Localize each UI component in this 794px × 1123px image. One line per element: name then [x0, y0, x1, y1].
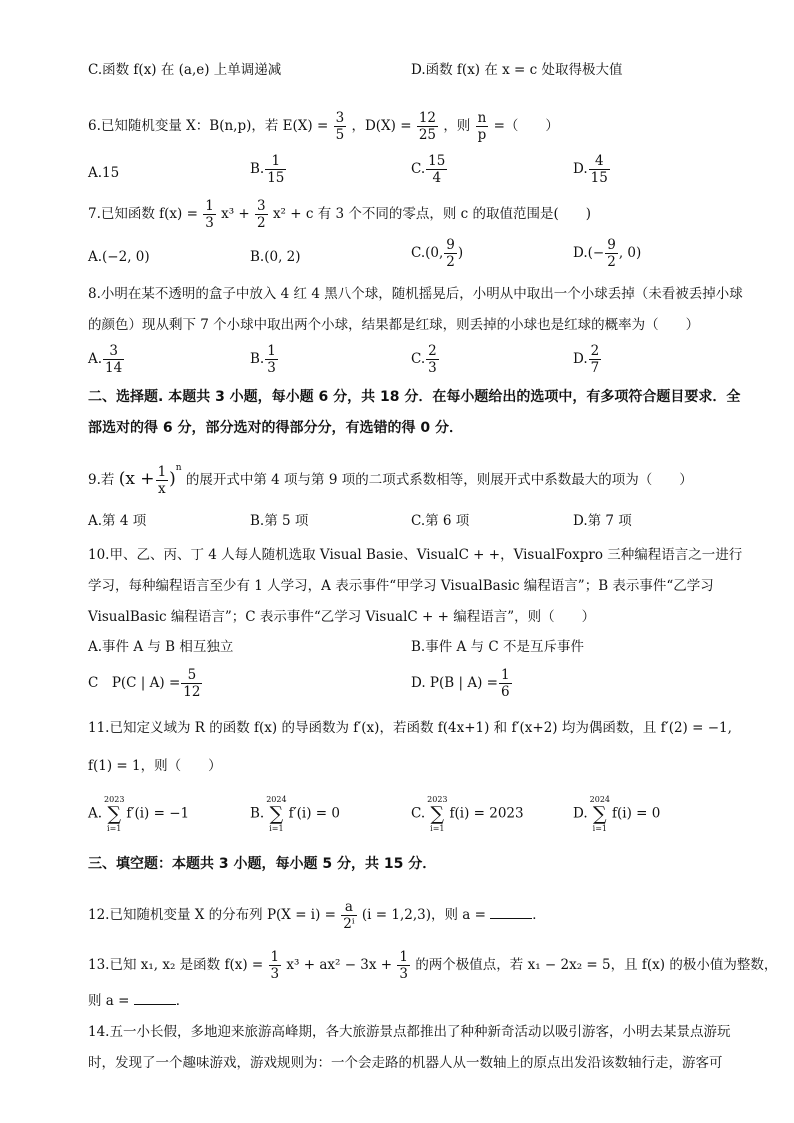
- q8-stem: 8.小明在某不透明的盒子中放入 4 红 4 黑八个球，随机摇晃后，小明从中取出一个小球丢掉（未看被丢掉小球的颜色）现从剩下 7 个小球中取出两个小球，结果都是红球，则丢掉的小球也是红球的概率为（ ）: [88, 286, 743, 333]
- q9-option-a: A.第 4 项: [88, 513, 147, 529]
- section-2-heading: 二、选择题. 本题共 3 小题，每小题 6 分，共 18 分．在每小题给出的选项中，有多项符合题目要求．全部选对的得 6 分，部分选对的得部分分，有选错的得 0 分．: [88, 389, 741, 436]
- q8-option-d: D. $\frac{2}{7}$: [573, 343, 600, 376]
- q5-option-d: D.函数 f(x) 在 x = c 处取得极大值: [411, 62, 623, 78]
- q10-option-c: C P(C | A) = $\frac{5}{12}$: [88, 667, 201, 700]
- q7-option-a: A.(−2, 0): [88, 249, 150, 265]
- q10-option-a: A.事件 A 与 B 相互独立: [88, 639, 234, 655]
- q6-dx-fraction: $\frac{12}{25}$: [418, 110, 437, 143]
- q13-stem-line2: 则 a = ．: [88, 993, 190, 1009]
- q7-stem: 7.已知函数 f(x) = $\frac{1}{3}$ x³ + $\frac{3}{2}$ x² + c 有 3 个不同的零点，则 c 的取值范围是( ): [88, 198, 592, 231]
- q13-stem-mid: x³ + ax² − 3x +: [286, 957, 393, 973]
- q9-stem-end: 的展开式中第 4 项与第 9 项的二项式系数相等，则展开式中系数最大的项为（ ）: [185, 472, 693, 488]
- q7-stem-mid: x³ +: [221, 206, 250, 222]
- q7-option-d: D.(− $\frac{9}{2}$ , 0): [573, 237, 642, 270]
- q13-stem-end: 的两个极值点，若 x₁ − 2x₂ = 5，且 f(x) 的极小值为整数，: [415, 957, 778, 973]
- q13-stem-text: 13.已知 x₁, x₂ 是函数 f(x) =: [88, 957, 264, 973]
- section-3-heading: 三、填空题：本题共 3 小题，每小题 5 分，共 15 分．: [88, 856, 437, 872]
- q6-stem: [88, 110, 752, 143]
- q11-option-c: C. 2023 ∑ i=1 f(i) = 2023: [411, 795, 524, 833]
- q6-stem-mid2: ，则: [443, 118, 471, 134]
- q6-ex-fraction: $\frac{3}{5}$: [335, 110, 345, 143]
- q7-option-b: B.(0, 2): [250, 249, 301, 265]
- q10-option-b: B.事件 A 与 C 不是互斥事件: [411, 639, 584, 655]
- q11-stem: 11.已知定义域为 R 的函数 f(x) 的导函数为 f′(x)，若函数 f(4x+1) 和 f′(x+2) 均为偶函数，且 f′(2) = −1, f(1) = 1，则（ ）: [88, 720, 732, 774]
- q6-stem-text: 6.已知随机变量 X：B(n,p)，若 E(X) =: [88, 118, 329, 134]
- q5-option-c: C.函数 f(x) 在 (a,e) 上单调递减: [88, 62, 282, 78]
- q9-option-d: D.第 7 项: [573, 513, 632, 529]
- q10-option-d: D. P(B | A) = $\frac{1}{6}$: [411, 667, 510, 700]
- q13-stem: 13.已知 x₁, x₂ 是函数 f(x) = $\frac{1}{3}$ x³ + ax² − 3x + $\frac{1}{3}$ 的两个极值点，若 x₁ − 2x₂ = 5，且 f(x) 的极小值为整数，: [88, 949, 778, 982]
- q6-ratio-fraction: $\frac{n}{p}$: [477, 110, 487, 143]
- q6-stem-mid: ，D(X) =: [351, 118, 412, 134]
- q7-stem-end: x² + c 有 3 个不同的零点，则 c 的取值范围是( ): [272, 206, 592, 222]
- q7-option-c: C.(0, $\frac{9}{2}$ ): [411, 237, 464, 270]
- q11-option-a: A. 2023 ∑ i=1 f′(i) = −1: [88, 795, 190, 833]
- answer-blank[interactable]: [490, 906, 532, 919]
- q6-option-a: A.15: [88, 165, 120, 181]
- q8-option-a: A. $\frac{3}{14}$: [88, 343, 123, 376]
- q9-option-b: B.第 5 项: [250, 513, 309, 529]
- q12-stem-end: (i = 1,2,3)，则 a =: [361, 907, 486, 923]
- q12-stem: 12.已知随机变量 X 的分布列 P(X = i) = $\frac{a}{\text{2ⁱ}}$ (i = 1,2,3)，则 a = ．: [88, 899, 546, 932]
- q8-option-b: B. $\frac{1}{3}$: [250, 343, 276, 376]
- q9-stem: 9.若 (x + $\frac{1}{x}$ )$^n$ 的展开式中第 4 项与第 9 项的二项式系数相等，则展开式中系数最大的项为（ ）: [88, 463, 693, 497]
- answer-blank[interactable]: [134, 992, 176, 1005]
- q10-stem: 10.甲、乙、丙、丁 4 人每人随机选取 Visual Basie、VisualC + +，VisualFoxpro 三种编程语言之一进行学习，每种编程语言至少有 1 人学习，A 表示事件“甲学习 VisualBasic 编程语言”；B 表示事件“乙学习 VisualBasic 编程语言”；C 表示事件“乙学习 VisualC + + 编程语言”，则（ ）: [88, 547, 743, 625]
- q12-stem-text: 12.已知随机变量 X 的分布列 P(X = i) =: [88, 907, 336, 923]
- q6-stem-end: =（ ）: [493, 118, 559, 134]
- q7-stem-text: 7.已知函数 f(x) =: [88, 206, 198, 222]
- q6-option-c: C. $\frac{15}{4}$: [411, 153, 446, 186]
- q9-stem-text: 9.若: [88, 472, 115, 488]
- q6-option-d: D. $\frac{4}{15}$: [573, 153, 608, 186]
- q14-stem: 14.五一小长假，多地迎来旅游高峰期，各大旅游景点都推出了种种新奇活动以吸引游客，小明去某景点游玩时，发现了一个趣味游戏，游戏规则为：一个会走路的机器人从一数轴上的原点出发沿该数轴行走，游客可: [88, 1024, 731, 1071]
- q11-option-d: D. 2024 ∑ i=1 f(i) = 0: [573, 795, 661, 833]
- q11-option-b: B. 2024 ∑ i=1 f′(i) = 0: [250, 795, 340, 833]
- q8-option-c: C. $\frac{2}{3}$: [411, 343, 437, 376]
- q6-option-b: B. $\frac{1}{15}$: [250, 153, 285, 186]
- q9-option-c: C.第 6 项: [411, 513, 470, 529]
